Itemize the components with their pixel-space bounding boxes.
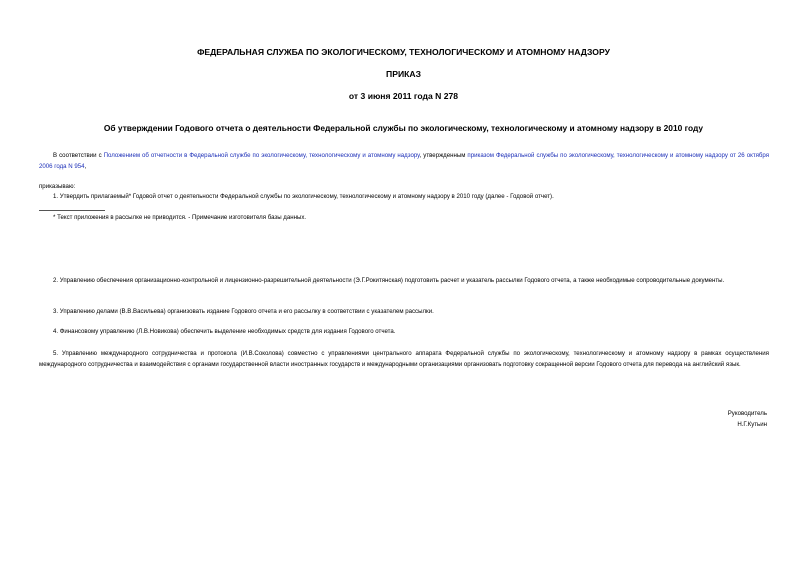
date-number-heading: от 3 июня 2011 года N 278	[348, 91, 459, 101]
intro-paragraph	[39, 151, 769, 172]
regulation-link[interactable]: Положением об отчетности в Федеральной службе по экологическому, технологическому и атомному надзору	[103, 152, 420, 159]
order-item-1: 1. Утвердить прилагаемый* Годовой отчет о деятельности Федеральной службы по экологическому, технологическому и атомному надзору в 2010 году (далее - Годовой отчет).	[53, 193, 554, 200]
document-type-heading: ПРИКАЗ	[386, 69, 421, 79]
order-link[interactable]: приказом Федеральной службы по экологическому, технологическому и атомному надзору от 26 октября 2006 года N 954	[39, 152, 770, 170]
order-item-4: 4. Финансовому управлению (Л.В.Новикова) обеспечить выделение необходимых средств для издания Годового отчета.	[53, 328, 396, 335]
footnote-divider	[39, 210, 105, 211]
intro-suffix: ,	[84, 162, 87, 170]
intro-middle: , утвержденным	[419, 152, 468, 159]
agency-heading: ФЕДЕРАЛЬНАЯ СЛУЖБА ПО ЭКОЛОГИЧЕСКОМУ, ТЕХНОЛОГИЧЕСКОМУ И АТОМНОМУ НАДЗОРУ	[197, 47, 610, 57]
order-item-5: 5. Управлению международного сотрудничества и протокола (И.В.Соколова) совместно с управлениями центрального аппарата Федеральной службы по экологическому, технологическому и атомному надзору в рамках осуществления международного сотрудничества и взаимодействия с органами государственной власти иностранных государств и международными организациями организовать подготовку сокращенной версии Годового отчета для перевода на английский язык.	[39, 350, 769, 368]
order-item-2: 2. Управлению обеспечения организационно-контрольной и лицензионно-разрешительной деятельности (Э.Г.Рокитянская) подготовить расчет и указатель рассылки Годового отчета, а также необходимые сопроводительные документы.	[53, 277, 725, 284]
signatory-position: Руководитель	[727, 410, 767, 417]
footnote: * Текст приложения в рассылке не приводится. - Примечание изготовителя базы данных.	[53, 214, 307, 221]
document-title: Об утверждении Годового отчета о деятельности Федеральной службы по экологическому, технологическому и атомному надзору в 2010 году	[103, 123, 704, 133]
decree-word: приказываю:	[39, 183, 76, 190]
intro-prefix: В соответствии с	[53, 152, 104, 159]
signatory-name: Н.Г.Кутьин	[737, 421, 767, 428]
order-item-3: 3. Управлению делами (В.В.Васильева) организовать издание Годового отчета и его рассылку в соответствии с указателем рассылки.	[53, 308, 434, 315]
